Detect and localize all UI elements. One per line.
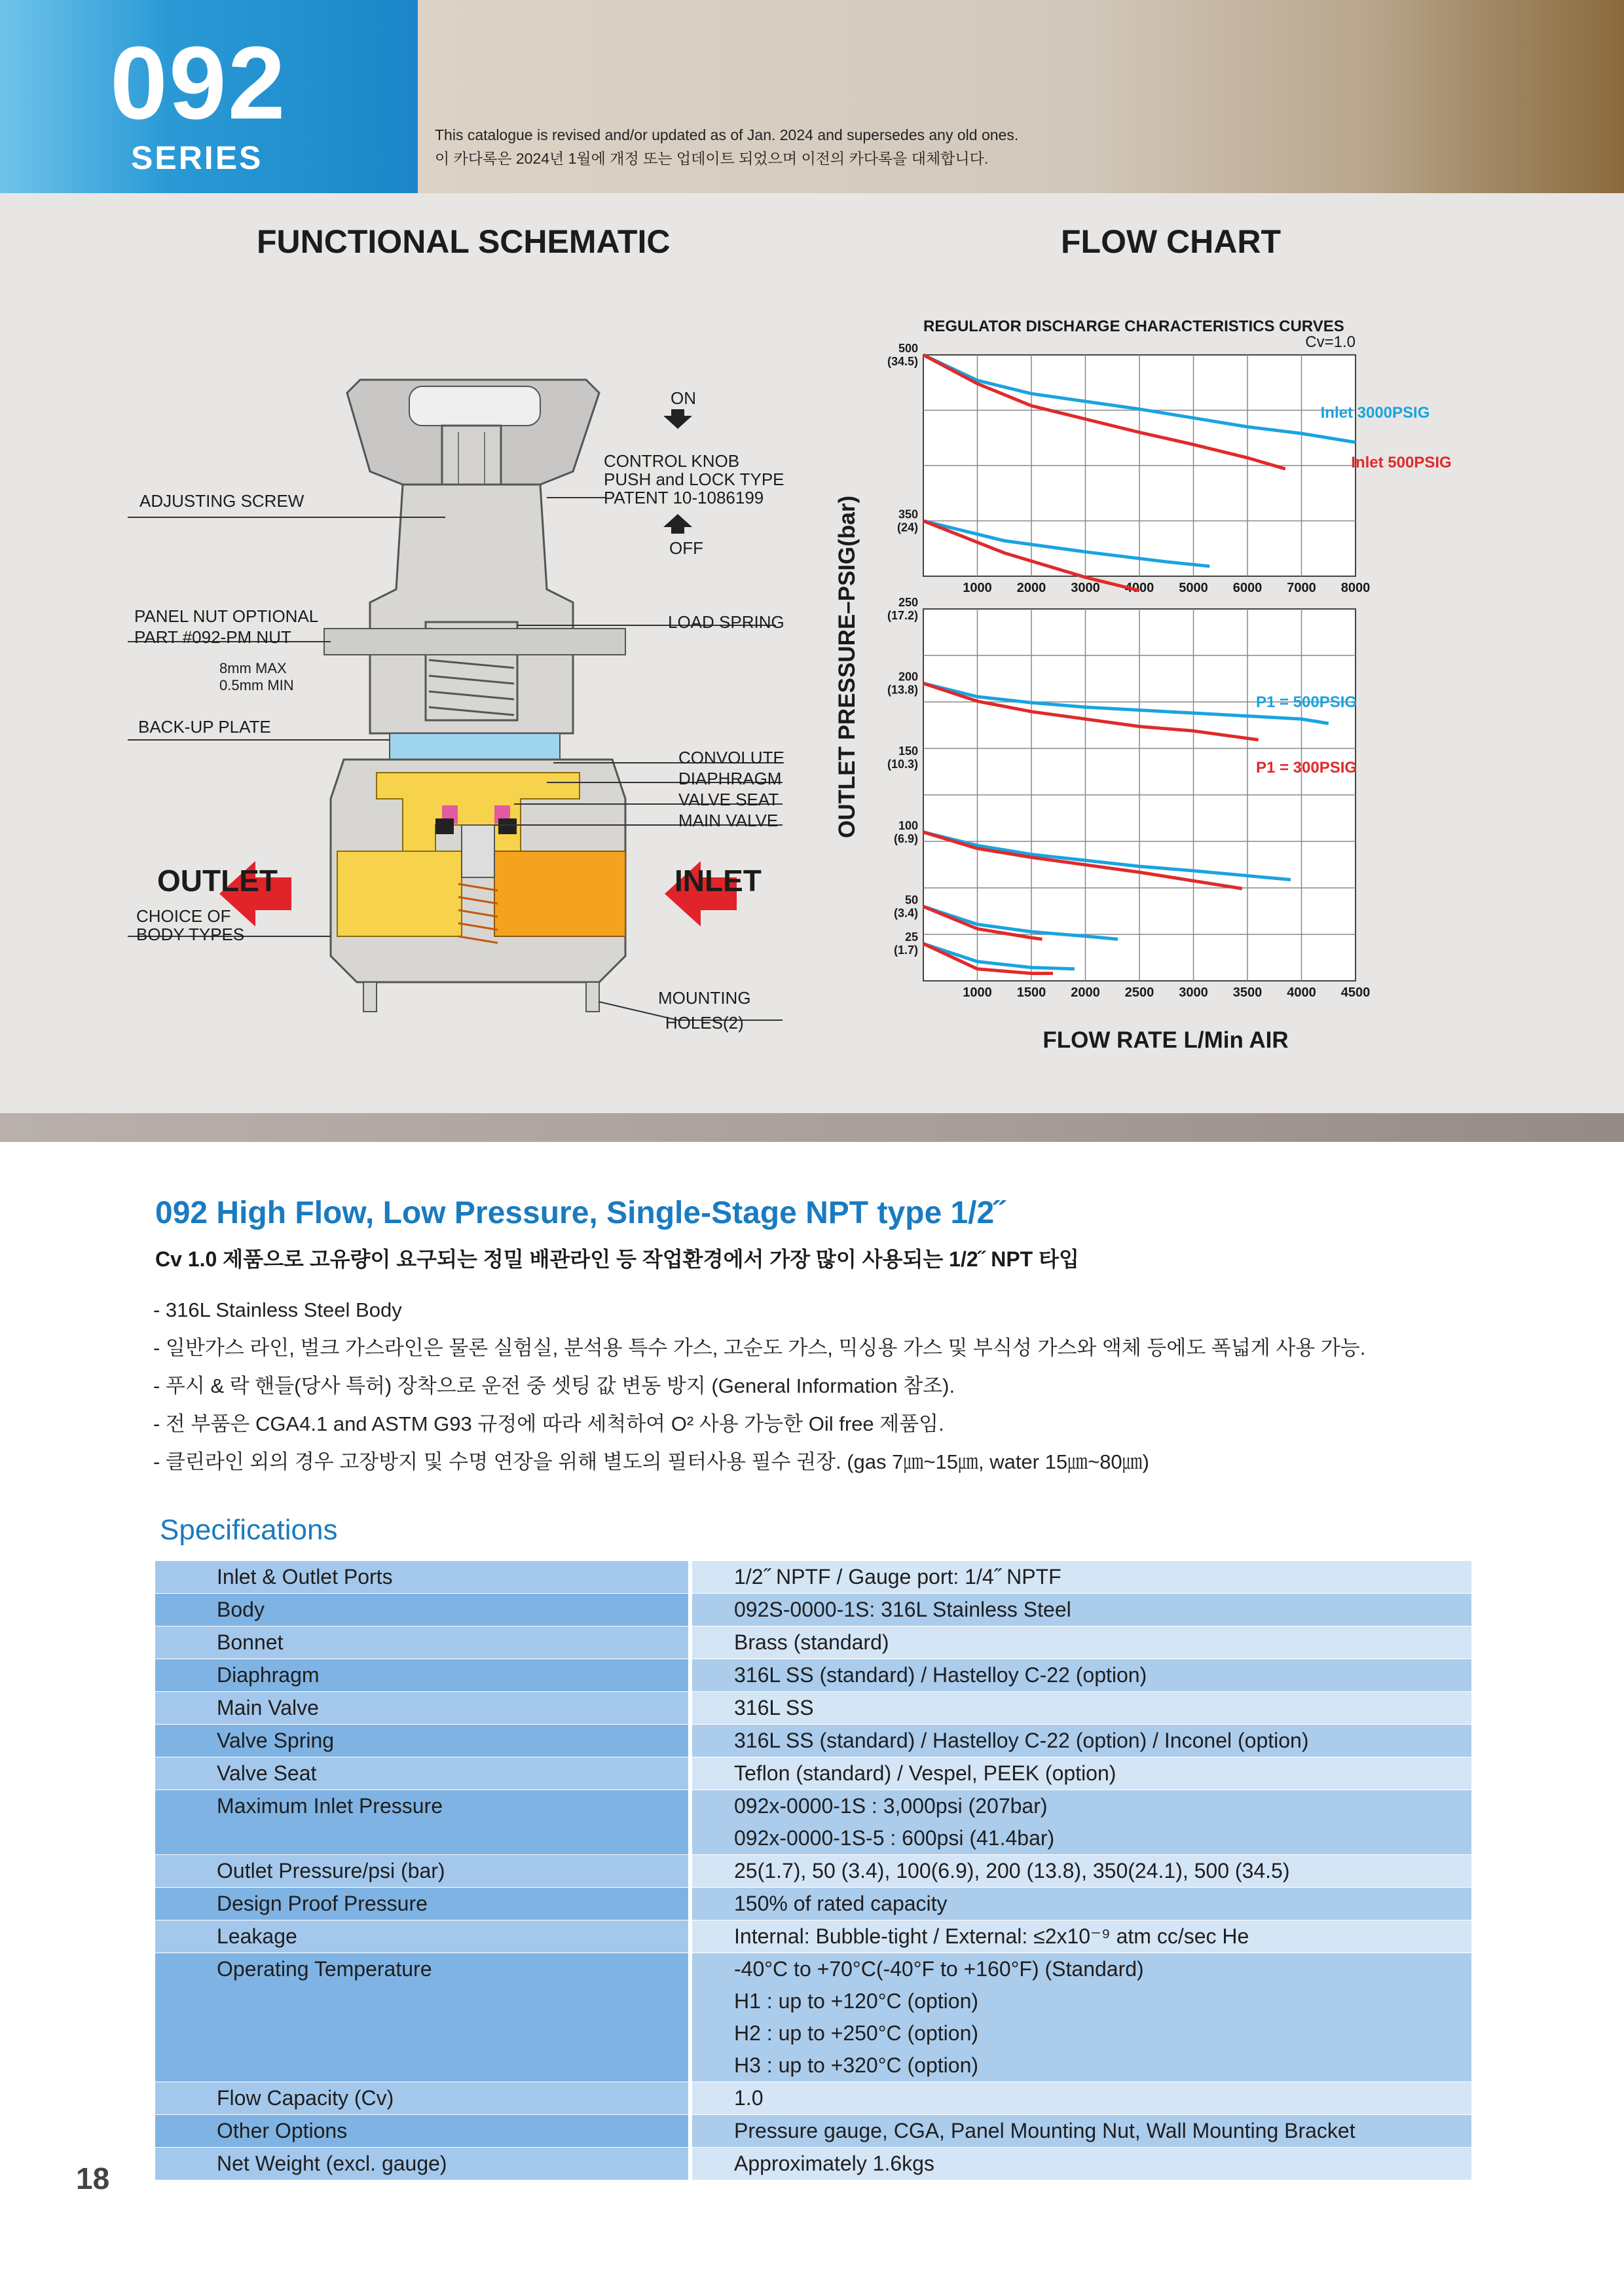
spec-row — [155, 1725, 1471, 1757]
feature-item: - 푸시 & 락 핸들(당사 특허) 장착으로 운전 중 셋팅 값 변동 방지 (General Information 참조). — [153, 1374, 955, 1397]
product-title: 092 High Flow, Low Pressure, Single-Stage NPT type 1/2˝ — [155, 1196, 1005, 1230]
spec-row — [155, 1953, 1471, 2082]
spec-key: Other Options — [155, 2115, 690, 2148]
label-body-types-l2: BODY TYPES — [136, 925, 245, 944]
series-label: SERIES — [131, 139, 263, 176]
x-tick-label: 2000 — [1071, 985, 1100, 1000]
label-outlet: OUTLET — [157, 864, 278, 898]
x-tick-label: 4000 — [1287, 985, 1316, 1000]
spec-value — [690, 2115, 1471, 2148]
y-tick-label: 250 — [898, 596, 918, 609]
label-control-knob-l3: PATENT 10-1086199 — [604, 488, 764, 507]
spec-key: Flow Capacity (Cv) — [155, 2082, 690, 2115]
spec-value-line: Pressure gauge, CGA, Panel Mounting Nut, Wall Mounting Bracket — [734, 2119, 1356, 2142]
label-body-types — [136, 907, 244, 944]
spec-value-line: H3 : up to +320°C (option) — [734, 2053, 979, 2077]
spec-key: Body — [155, 1594, 690, 1626]
spec-value-line: 1.0 — [734, 2086, 764, 2110]
x-tick-label: 1500 — [1016, 985, 1046, 1000]
spec-value — [690, 1659, 1471, 1692]
spec-value-line: -40°C to +70°C(-40°F to +160°F) (Standard) — [734, 1957, 1144, 1981]
label-nut-min: 0.5mm MIN — [219, 677, 294, 693]
spec-value-line: Internal: Bubble-tight / External: ≤2x10⁻⁹ atm cc/sec He — [734, 1924, 1249, 1948]
label-adjusting-screw: ADJUSTING SCREW — [139, 491, 304, 511]
label-diaphragm-group — [678, 747, 784, 831]
y-tick-sub-label: (34.5) — [887, 355, 918, 368]
spec-row — [155, 1594, 1471, 1626]
spec-value-line: 092S-0000-1S: 316L Stainless Steel — [734, 1598, 1071, 1621]
spec-value-line: 150% of rated capacity — [734, 1892, 948, 1915]
label-load-spring: LOAD SPRING — [668, 612, 784, 632]
feature-item: - 클린라인 외의 경우 고장방지 및 수명 연장을 위해 별도의 필터사용 필수 권장. (gas 7㎛~15㎛, water 15㎛~80㎛) — [153, 1450, 1150, 1473]
x-tick-label: 1000 — [963, 581, 992, 595]
series-number: 092 — [110, 26, 287, 141]
spec-row — [155, 1790, 1471, 1855]
label-valve-seat: VALVE SEAT — [678, 790, 779, 809]
label-inlet: INLET — [674, 864, 762, 898]
spec-key: Maximum Inlet Pressure — [155, 1790, 690, 1855]
series-label: Inlet 500PSIG — [1351, 454, 1452, 471]
spec-value-line: H1 : up to +120°C (option) — [734, 1989, 979, 2013]
label-control-knob-l2: PUSH and LOCK TYPE — [604, 469, 784, 489]
series-label: Inlet 3000PSIG — [1320, 404, 1430, 422]
chart-title: REGULATOR DISCHARGE CHARACTERISTICS CURVES — [923, 318, 1344, 335]
y-tick-sub-label: (24) — [896, 521, 918, 534]
spec-value — [690, 1725, 1471, 1757]
y-axis-label: OUTLET PRESSURE–PSIG(bar) — [834, 495, 860, 838]
label-control-knob — [604, 452, 784, 507]
x-tick-label: 2000 — [1016, 581, 1046, 595]
spec-value — [690, 1855, 1471, 1888]
spec-row — [155, 1855, 1471, 1888]
spec-value-line: Teflon (standard) / Vespel, PEEK (option) — [734, 1761, 1116, 1785]
spec-row — [155, 1659, 1471, 1692]
label-convolute: CONVOLUTE — [678, 748, 784, 767]
x-tick-label: 4000 — [1124, 581, 1154, 595]
x-tick-label: 3000 — [1071, 581, 1100, 595]
spec-row — [155, 2115, 1471, 2148]
series-badge — [0, 0, 418, 193]
x-axis-label: FLOW RATE L/Min AIR — [1043, 1027, 1289, 1053]
label-panel-nut — [134, 606, 318, 648]
x-tick-label: 3000 — [1179, 985, 1208, 1000]
spec-key: Valve Seat — [155, 1757, 690, 1790]
spec-value — [690, 1561, 1471, 1594]
spec-value-line: 316L SS (standard) / Hastelloy C-22 (option) — [734, 1663, 1147, 1687]
label-backup-plate: BACK-UP PLATE — [138, 717, 271, 737]
spec-value — [690, 1953, 1471, 2082]
spec-value — [690, 2148, 1471, 2180]
spec-value-line: 25(1.7), 50 (3.4), 100(6.9), 200 (13.8), 350(24.1), 500 (34.5) — [734, 1859, 1290, 1882]
x-tick-label: 1000 — [963, 985, 992, 1000]
spec-value — [690, 1920, 1471, 1953]
y-tick-label: 100 — [898, 818, 918, 832]
revision-notice-en: This catalogue is revised and/or updated as of Jan. 2024 and supersedes any old ones. — [435, 126, 1019, 143]
spec-row — [155, 2148, 1471, 2180]
feature-list — [153, 1291, 1365, 1481]
feature-item: - 316L Stainless Steel Body — [153, 1298, 402, 1321]
spec-key: Outlet Pressure/psi (bar) — [155, 1855, 690, 1888]
spec-value — [690, 1594, 1471, 1626]
spec-value — [690, 1757, 1471, 1790]
spec-value-line: 316L SS (standard) / Hastelloy C-22 (option) / Inconel (option) — [734, 1729, 1309, 1752]
y-tick-label: 350 — [898, 507, 918, 521]
y-tick-sub-label: (3.4) — [893, 906, 918, 920]
label-mounting: MOUNTING — [658, 988, 751, 1008]
x-tick-label: 4500 — [1340, 985, 1371, 1000]
x-tick-label: 8000 — [1340, 581, 1371, 595]
spec-value — [690, 1888, 1471, 1920]
y-tick-sub-label: (6.9) — [893, 832, 918, 845]
spec-key: Inlet & Outlet Ports — [155, 1561, 690, 1594]
x-tick-label: 5000 — [1179, 581, 1208, 595]
schematic-title: FUNCTIONAL SCHEMATIC — [257, 223, 671, 260]
spec-value — [690, 2082, 1471, 2115]
spec-key: Net Weight (excl. gauge) — [155, 2148, 690, 2180]
spec-row — [155, 1626, 1471, 1659]
specifications-title: Specifications — [160, 1514, 338, 1546]
spec-value-line: Approximately 1.6kgs — [734, 2152, 934, 2175]
spec-row — [155, 1692, 1471, 1725]
spec-key: Valve Spring — [155, 1725, 690, 1757]
label-on: ON — [671, 388, 696, 408]
spec-value-line: 092x-0000-1S : 3,000psi (207bar) — [734, 1794, 1048, 1818]
product-subtitle: Cv 1.0 제품으로 고유량이 요구되는 정밀 배관라인 등 작업환경에서 가장 많이 사용되는 1/2˝ NPT 타입 — [155, 1247, 1079, 1271]
spec-value-line: 1/2˝ NPTF / Gauge port: 1/4˝ NPTF — [734, 1565, 1061, 1588]
section-divider — [0, 1113, 1624, 1142]
spec-key: Operating Temperature — [155, 1953, 690, 2082]
flow-chart — [825, 308, 1539, 1067]
x-tick-label: 6000 — [1232, 581, 1263, 595]
label-choice-of: CHOICE OF — [136, 906, 231, 926]
revision-notice — [435, 123, 1018, 170]
spec-row — [155, 1757, 1471, 1790]
label-diaphragm: DIAPHRAGM — [678, 769, 782, 788]
spec-row — [155, 2082, 1471, 2115]
spec-value-line: 316L SS — [734, 1696, 814, 1719]
y-tick-sub-label: (17.2) — [887, 609, 918, 622]
spec-key: Bonnet — [155, 1626, 690, 1659]
revision-notice-ko: 이 카다록은 2024년 1월에 개정 또는 업데이트 되었으며 이전의 카다록을 대체합니다. — [435, 150, 989, 167]
y-tick-label: 25 — [904, 930, 918, 944]
spec-value — [690, 1790, 1471, 1855]
y-tick-sub-label: (13.8) — [887, 683, 918, 697]
x-tick-label: 3500 — [1232, 985, 1263, 1000]
y-tick-sub-label: (10.3) — [887, 758, 918, 771]
x-tick-label: 7000 — [1287, 581, 1316, 595]
spec-value — [690, 1626, 1471, 1659]
x-tick-label: 2500 — [1124, 985, 1154, 1000]
spec-value — [690, 1692, 1471, 1725]
y-tick-label: 50 — [904, 893, 918, 907]
spec-row — [155, 1561, 1471, 1594]
label-mounting-holes — [658, 985, 751, 1035]
label-nut-max: 8mm MAX — [219, 660, 287, 676]
specifications-table — [155, 1561, 1471, 2180]
flow-chart-title: FLOW CHART — [1061, 223, 1282, 260]
series-label: P1 = 300PSIG — [1255, 759, 1357, 777]
y-tick-label: 150 — [898, 744, 918, 758]
spec-row — [155, 1920, 1471, 1953]
spec-key: Leakage — [155, 1920, 690, 1953]
y-tick-label: 200 — [898, 670, 918, 684]
spec-key: Design Proof Pressure — [155, 1888, 690, 1920]
y-tick-label: 500 — [898, 342, 918, 355]
spec-key: Diaphragm — [155, 1659, 690, 1692]
label-main-valve: MAIN VALVE — [678, 811, 779, 830]
label-off: OFF — [669, 538, 703, 558]
series-label: P1 = 500PSIG — [1255, 693, 1357, 711]
label-control-knob-l1: CONTROL KNOB — [604, 451, 740, 471]
spec-value-line: Brass (standard) — [734, 1630, 889, 1654]
spec-value-line: H2 : up to +250°C (option) — [734, 2021, 979, 2045]
label-panel-nut-l2: PART #092-PM NUT — [134, 627, 291, 647]
spec-key: Main Valve — [155, 1692, 690, 1725]
label-panel-nut-l1: PANEL NUT OPTIONAL — [134, 606, 319, 626]
label-holes: HOLES(2) — [665, 1013, 744, 1033]
y-tick-sub-label: (1.7) — [893, 944, 918, 957]
chart-annotation: Cv=1.0 — [1305, 333, 1356, 351]
page-number: 18 — [76, 2161, 110, 2195]
spec-value-line: 092x-0000-1S-5 : 600psi (41.4bar) — [734, 1826, 1055, 1850]
feature-item: - 일반가스 라인, 벌크 가스라인은 물론 실험실, 분석용 특수 가스, 고순도 가스, 믹싱용 가스 및 부식성 가스와 액체 등에도 폭넓게 사용 가능. — [153, 1336, 1366, 1359]
spec-row — [155, 1888, 1471, 1920]
label-nut-range — [219, 660, 294, 694]
feature-item: - 전 부품은 CGA4.1 and ASTM G93 규정에 따라 세척하여 O² 사용 가능한 Oil free 제품임. — [153, 1412, 944, 1435]
